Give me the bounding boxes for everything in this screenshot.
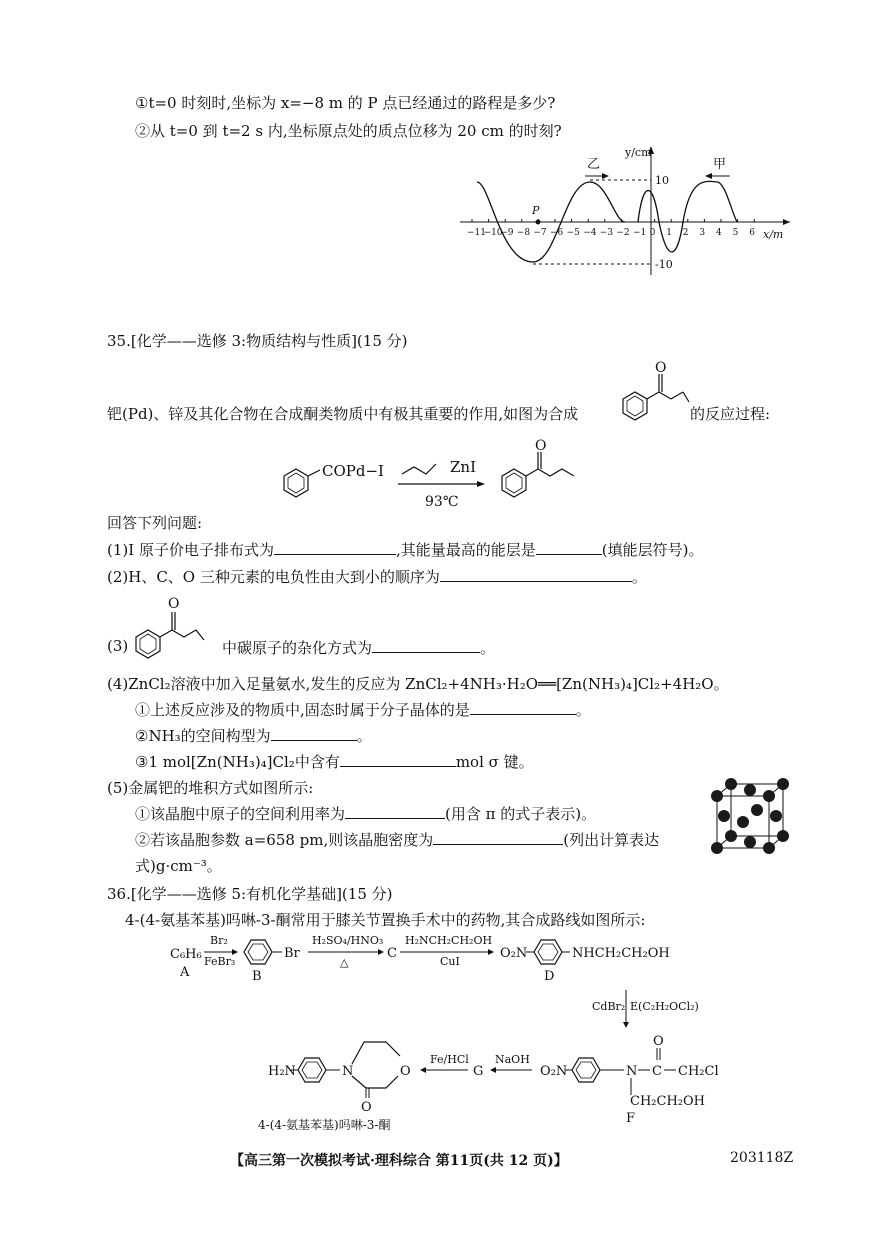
svg-text:CH₂Cl: CH₂Cl [678, 1064, 719, 1079]
blank-4-1[interactable] [470, 700, 576, 715]
svg-text:N: N [342, 1064, 354, 1079]
temp-label: 93℃ [425, 494, 459, 510]
blank-4-2[interactable] [271, 726, 357, 741]
blank-1a[interactable] [274, 540, 396, 555]
svg-text:Br: Br [284, 946, 300, 961]
q35-part5-2-cont: 式)g·cm⁻³。 [135, 857, 222, 875]
fcc-unit-cell [705, 772, 795, 862]
x-tick-label: −1 [633, 228, 647, 238]
q35-part4-2: ②NH₃的空间构型为 。 [135, 727, 372, 745]
q35-part5: (5)金属钯的堆积方式如图所示: [107, 779, 314, 797]
x-tick-label: −5 [566, 228, 580, 238]
q36-intro: 4-(4-氨基苯基)吗啉-3-酮常用于膝关节置换手术中的药物,其合成路线如图所示: [125, 911, 646, 929]
wave-graph [455, 140, 795, 280]
svg-text:NHCH₂CH₂OH: NHCH₂CH₂OH [572, 946, 670, 961]
q35-title: 35.[化学——选修 3:物质结构与性质](15 分) [107, 332, 408, 350]
blank-5-1[interactable] [345, 804, 445, 819]
point-p [536, 220, 541, 225]
blank-4-3[interactable] [340, 752, 456, 767]
wave-yi-label: 乙 [587, 157, 601, 172]
x-tick-label: −11 [467, 228, 486, 238]
x-tick-label: −3 [599, 228, 614, 238]
blank-3[interactable] [372, 638, 480, 653]
zn-label: ZnI [450, 458, 477, 476]
wave-jia-label: 甲 [713, 157, 727, 172]
x-tick-label: −6 [550, 228, 564, 238]
y-axis-label: y/cm [625, 146, 652, 159]
svg-text:B: B [252, 969, 262, 984]
x-tick-label: −9 [500, 228, 514, 238]
svg-text:N: N [626, 1064, 638, 1079]
svg-text:O₂N: O₂N [540, 1064, 568, 1079]
x-tick-label: −7 [533, 228, 547, 238]
svg-text:Br₂: Br₂ [210, 934, 228, 947]
svg-text:O: O [653, 1034, 664, 1049]
point-p-label: P [532, 204, 540, 217]
footer-code: 203118Z [730, 1150, 794, 1166]
x-tick-label: 6 [749, 228, 755, 238]
svg-text:H₂NCH₂CH₂OH: H₂NCH₂CH₂OH [405, 934, 493, 947]
q35-part2: (2)H、C、O 三种元素的电负性由大到小的顺序为 。 [107, 568, 647, 586]
svg-text:CH₂CH₂OH: CH₂CH₂OH [630, 1094, 705, 1109]
x-tick-label: 1 [666, 228, 672, 238]
svg-text:C: C [387, 946, 397, 961]
x-axis-arrow [783, 219, 790, 225]
q35-part5-1: ①该晶胞中原子的空间利用率为 (用含 π 的式子表示)。 [135, 805, 597, 823]
svg-text:C₆H₆: C₆H₆ [170, 947, 202, 962]
q35-part3: 中碳原子的杂化方式为 。 [222, 639, 496, 657]
svg-text:C: C [652, 1064, 662, 1079]
wave-jia [638, 181, 737, 252]
q35-intro-a: 钯(Pd)、锌及其化合物在合成酮类物质中有极其重要的作用,如图为合成 [107, 405, 579, 423]
q35-part4: (4)ZnCl₂溶液中加入足量氨水,发生的反应为 ZnCl₂+4NH₃·H₂O══[Zn(NH₃)₄]Cl₂+4H₂O。 [107, 675, 729, 693]
blank-1b[interactable] [536, 540, 602, 555]
x-tick-label: −4 [583, 228, 597, 238]
x-tick-label: 2 [682, 228, 689, 238]
svg-text:A: A [180, 965, 190, 980]
svg-text:CdBr₂: CdBr₂ [592, 1000, 626, 1013]
synthesis-scheme [160, 930, 760, 1135]
svg-text:O: O [168, 596, 180, 612]
svg-text:O₂N: O₂N [500, 946, 528, 961]
q35-part1: (1)I 原子价电子排布式为 ,其能量最高的能层是 (填能层符号)。 [107, 541, 704, 559]
svg-text:FeBr₃: FeBr₃ [204, 955, 236, 968]
q34-sub1: ①t=0 时刻时,坐标为 x=−8 m 的 P 点已经通过的路程是多少? [135, 94, 556, 112]
q35-part3-num: (3) [107, 637, 129, 655]
x-tick-label: 3 [699, 228, 706, 238]
reaction-scheme [270, 432, 610, 517]
x-axis-label: x/m [763, 228, 784, 241]
svg-text:△: △ [340, 956, 349, 969]
y-top-label: 10 [655, 174, 669, 187]
svg-text:H₂SO₄/HNO₃: H₂SO₄/HNO₃ [312, 934, 384, 947]
svg-text:CuI: CuI [440, 955, 460, 968]
x-tick-label: −10 [483, 228, 503, 238]
q35-part5-2: ②若该晶胞参数 a=658 pm,则该晶胞密度为 (列出计算表达 [135, 831, 660, 849]
q35-intro-b: 的反应过程: [690, 405, 771, 423]
svg-text:F: F [626, 1111, 636, 1126]
x-tick-label: 5 [732, 228, 739, 238]
svg-text:O: O [361, 1100, 372, 1115]
svg-text:O: O [655, 360, 667, 376]
x-tick-label: 4 [716, 228, 722, 238]
footer-center: 【高三第一次模拟考试·理科综合 第11页(共 12 页)】 [230, 1153, 568, 1169]
product-name: 4-(4-氨基苯基)吗啉-3-酮 [258, 1118, 391, 1132]
butyrophenone-structure [603, 352, 693, 432]
svg-text:Fe/HCl: Fe/HCl [430, 1053, 469, 1066]
x-tick-label: −8 [516, 228, 531, 238]
svg-text:H₂N: H₂N [268, 1064, 296, 1079]
x-tick-label: 0 [649, 228, 656, 238]
svg-text:D: D [544, 969, 555, 984]
svg-text:NaOH: NaOH [495, 1053, 530, 1066]
blank-2[interactable] [440, 567, 632, 582]
svg-text:O: O [535, 438, 547, 454]
svg-text:O: O [400, 1064, 411, 1079]
y-bottom-label: -10 [655, 258, 673, 271]
q35-part4-1: ①上述反应涉及的物质中,固态时属于分子晶体的是 。 [135, 701, 591, 719]
blank-5-2[interactable] [433, 830, 563, 845]
answer-prompt: 回答下列问题: [107, 514, 203, 532]
reagent-label: COPd−I [322, 462, 384, 480]
q36-title: 36.[化学——选修 5:有机化学基础](15 分) [107, 885, 393, 903]
butyrophenone-structure-2 [128, 590, 218, 670]
q35-part4-3: ③1 mol[Zn(NH₃)₄]Cl₂中含有 mol σ 键。 [135, 753, 534, 771]
svg-text:G: G [473, 1064, 484, 1079]
x-tick-label: −2 [616, 228, 630, 238]
q34-sub2: ②从 t=0 到 t=2 s 内,坐标原点处的质点位移为 20 cm 的时刻? [135, 122, 562, 140]
svg-text:E(C₂H₂OCl₂): E(C₂H₂OCl₂) [630, 1000, 699, 1013]
